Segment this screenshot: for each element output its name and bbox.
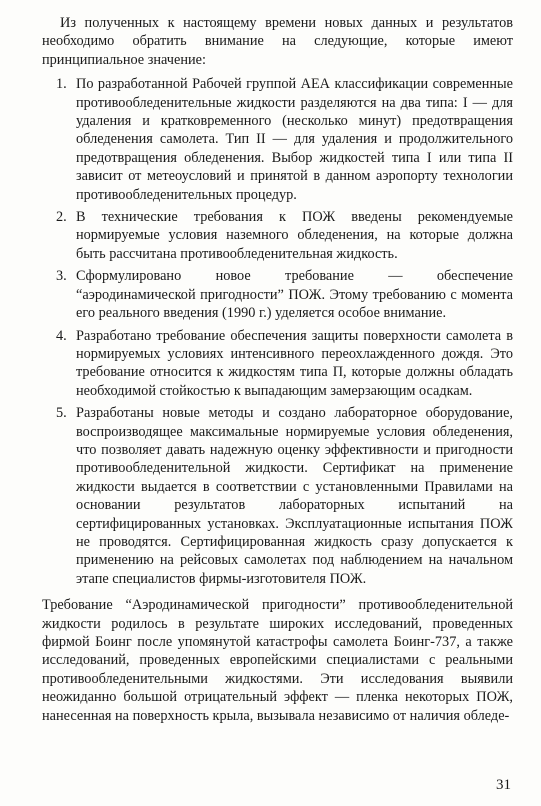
item-text: В технические требования к ПОЖ введены рекомендуемые нормируемые условия наземного обледенения, на которые должна быть рассчитана противообледенительная жидкость. [76,209,513,262]
item-text: Сформулировано новое требование — обеспечение “аэродинамической пригодности” ПОЖ. Этому требованию с момента его реального введения (1990 г.) уделяется особое внимание. [76,268,513,322]
page-number: 31 [496,777,511,793]
item-number: 3. [56,268,67,285]
list-item [56,327,513,401]
list-item [56,267,513,322]
item-text: Разработано требование обеспечения защиты поверхности самолета в нормируемых условиях интенсивного переохлажденного дождя. Это требование относится к жидкостям типа П, которые должны обладать необходимой стойкостью к выпадающим замерзающим осадкам. [76,327,513,399]
item-text: По разработанной Рабочей группой АЕА классификации современные противообледенительные жидкости разделяются на два типа: I — для удаления и кратковременного (несколько минут) предотвращения обледенения самолета. Тип II — для удаления и продолжительного предотвращения обледенения. Выбор жидкостей типа I или типа II зависит от метеоусловий и принятой в данном аэропорту технологии противообледенительных процедур. [76,76,513,203]
item-number: 1. [56,76,67,93]
findings-list [42,75,513,588]
list-item [56,208,513,263]
list-item [56,75,513,204]
item-number: 4. [56,327,67,344]
intro-paragraph: Из полученных к настоящему времени новых данных и результатов необходимо обратить внимание на следующие, которые имеют принципиальное значение: [42,15,513,68]
item-text: Разработаны новые методы и создано лабораторное оборудование, воспроизводящее максимальные нормируемые условия обледенения, что позволяет давать надежную оценку эффективности и пригодности противообледенительной жидкости. Сертификат на применение жидкости выдается в соответствии с установленными Правилами на основании результатов лабораторных испытаний на сертифицированных установках. Эксплуатационные испытания ПОЖ не проводятся. Сертифицированная жидкость сразу допускается к применению на рейсовых самолетах под наблюдением на начальном этапе специалистов фирмы-изготовителя ПОЖ. [76,405,513,587]
closing-paragraph: Требование “Аэродинамической пригодности” противообледенительной жидкости родилось в результате широких исследований, проведенных фирмой Боинг после упомянутой катастрофы самолета Боинг-737, а также исследований, проведенных европейскими специалистами с реальными противообледенительными жидкостями. Эти исследования выявили неожиданно большой отрицательный эффект — пленка некоторых ПОЖ, нанесенная на поверхность крыла, вызывала независимо от наличия обледе- [42,597,513,724]
item-number: 5. [56,405,67,422]
item-number: 2. [56,209,67,226]
list-item [56,404,513,588]
